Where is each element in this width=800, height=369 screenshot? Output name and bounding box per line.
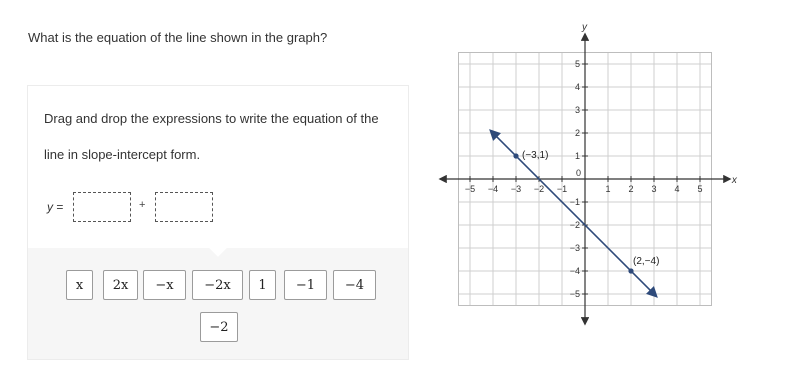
plus-sign: + [139, 199, 146, 211]
instruction-line-2: line in slope-intercept form. [44, 147, 201, 162]
tile-neg-4[interactable]: −4 [333, 270, 376, 300]
x-tick-label: 2 [628, 184, 634, 194]
y-tick-label: −3 [569, 243, 580, 253]
y-axis-label: y [582, 22, 587, 34]
tile-1[interactable]: 1 [249, 270, 276, 300]
drag-drop-panel [27, 85, 409, 360]
equation-lhs [47, 200, 63, 214]
points [510, 150, 660, 274]
tile-neg-x[interactable]: −x [143, 270, 186, 300]
x-tick-label: −3 [510, 184, 522, 194]
y-tick-label: 3 [574, 105, 580, 115]
tile-neg-2x[interactable]: −2x [192, 270, 243, 300]
tile-neg-1[interactable]: −1 [284, 270, 327, 300]
x-tick-label: −5 [464, 184, 476, 194]
y-tick-label: −4 [569, 266, 580, 276]
y-tick-label: −5 [569, 289, 580, 299]
drop-target-intercept[interactable] [155, 192, 213, 222]
x-tick-label: 1 [605, 184, 611, 194]
point-label: (−3,1) [522, 150, 549, 161]
x-tick-label: 4 [674, 184, 680, 194]
x-tick-label: −4 [487, 184, 499, 194]
y-tick-label: 4 [574, 82, 580, 92]
x-axis-label: x [731, 175, 737, 186]
instructions-box [28, 86, 408, 248]
x-tick-label: −2 [533, 184, 545, 194]
graph-point [628, 268, 633, 273]
origin-label: 0 [576, 168, 582, 178]
coordinate-graph [445, 22, 737, 304]
point-label: (2,−4) [633, 256, 660, 267]
x-tick-label: −1 [556, 184, 568, 194]
axes [440, 22, 738, 324]
y-tick-label: −1 [569, 197, 580, 207]
drop-target-slope[interactable] [73, 192, 131, 222]
tile-neg-2[interactable]: −2 [200, 312, 238, 342]
tile-x[interactable]: x [66, 270, 93, 300]
equation-variable: y [47, 200, 53, 214]
x-tick-label: 3 [651, 184, 657, 194]
equals-sign: = [56, 200, 64, 214]
y-tick-label: 1 [574, 151, 580, 161]
instruction-line-1: Drag and drop the expressions to write the equation of the [44, 111, 379, 126]
question-text: What is the equation of the line shown in the graph? [28, 30, 328, 45]
tile-2x[interactable]: 2x [103, 270, 138, 300]
y-tick-label: 2 [574, 128, 580, 138]
graph-point [513, 153, 518, 158]
x-tick-label: 5 [697, 184, 703, 194]
y-tick-label: 5 [574, 59, 580, 69]
y-tick-label: −2 [569, 220, 580, 230]
